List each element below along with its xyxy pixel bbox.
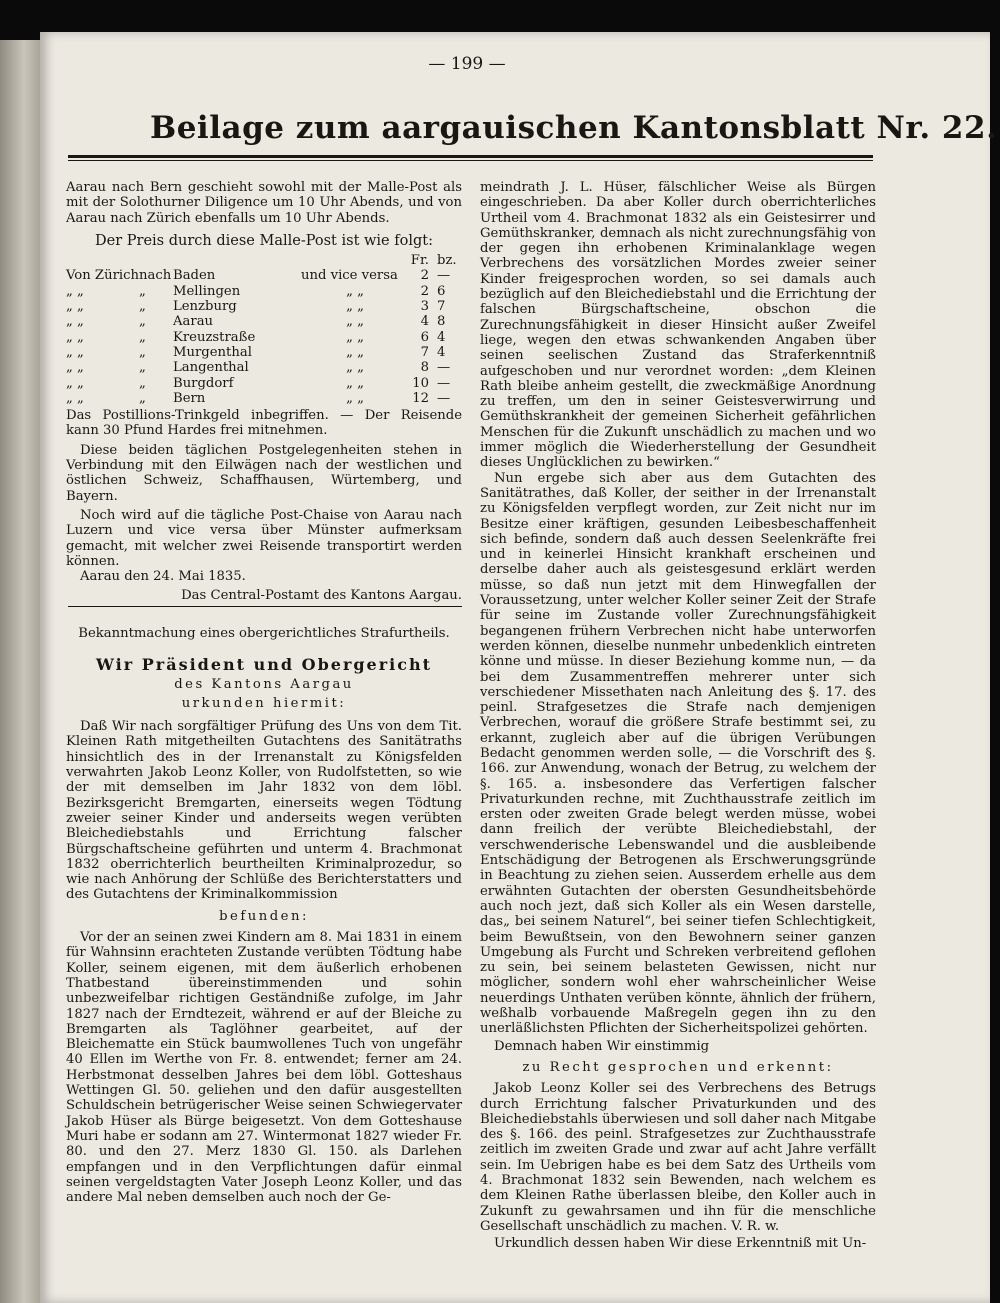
price-row: Von Zürich nach Baden und vice versa 2 — [66,268,451,284]
left-column [66,180,462,604]
price-row: „ „ „ Murgenthal „ „ 7 4 [66,344,446,360]
price-row: „ „ „ Mellingen „ „ 2 6 [66,283,446,299]
verdict-announcement: Bekanntmachung eines obergerichtliches Strafurtheils. [78,626,450,641]
price-heading: Der Preis durch diese Malle-Post ist wie folgt: [95,232,433,249]
befunden-heading: befunden: [219,908,309,924]
verdict-canton: des Kantons Aargau [174,676,354,692]
connections-paragraph: Diese beiden täglichen Postgelegenheiten stehen in Verbindung mit den Eilwägen nach der westlichen und östlichen Schweiz, Schaffhausen, Würtemberg, und Bayern. [66,442,462,504]
demnach-line: Demnach haben Wir einstimmig [494,1038,710,1054]
previous-page-edge [0,40,40,1303]
continuation-paragraph: meindrath J. L. Hüser, fälschlicher Weise als Bürgen eingeschrieben. Da aber Koller durch oberrichterliches Urtheil vom 4. Brachmonat 1832 als ein Geistesirrer und Gemüthskranker, demnach als nicht zurechnungsfähig von der gegen ihn erhobenen Kriminalanklage wegen Verbrechens des vorsätzlichen Mordes zweier seiner Kinder freigesprochen worden, so sei damals auch bezüglich auf den Bleichediebstahl und die Errichtung der falschen Bürgschaftscheine, obschon die Zurechnungsfähigkeit in dieser Hinsicht außer Zweifel liege, wegen den etwas schwankenden Angaben über seinen seelischen Zustand das Straferkenntniß aufgeschoben und nur verordnet worden: „dem Kleinen Rath bleibe anheim gestellt, die zweckmäßige Anordnung zu treffen, um den in seiner Geistesverwirrung und Gemüthskrankheit der gemeinen Sicherheit gefährlichen Menschen für die Zukunft unschädlich zu machen und wo immer möglich die Wiederherstellung der Gesundheit dieses Unglücklichen zu bewirken.“ [480,180,876,471]
sentence-paragraph: Jakob Leonz Koller sei des Verbrechens des Betrugs durch Errichtung falscher Privaturkunden und des Bleichediebstahls überwiesen und soll daher nach Mitgabe des §. 166. des peinl. Strafgesetzes zur Zuchthausstrafe zeitlich im zweiten Grade und zwar auf acht Jahre verfällt sein. Im Uebrigen habe es bei dem Satz des Urtheils vom 4. Brachmonat 1832 sein Bewenden, nach welchem es dem Kleinen Rathe überlassen bleibe, den Koller auch in Zukunft zu gewahrsamen und ihn für die menschliche Gesellschaft unschädlich zu machen. V. R. w. [480,1081,876,1234]
section-divider [68,606,462,607]
page-title: Beilage zum aargauischen Kantonsblatt Nr. 22. [150,110,998,146]
notice-signature: Das Central-Postamt des Kantons Aargau. [181,588,462,604]
price-row: „ „ „ Burgdorf „ „ 10 — [66,375,451,391]
price-row: „ „ „ Langenthal „ „ 8 — [66,360,451,376]
header-bz: bz. [437,253,457,269]
price-row: „ „ „ Kreuzstraße „ „ 6 4 [66,329,446,345]
recht-heading: zu Recht gesprochen und erkennt: [522,1059,834,1075]
verdict-heading: Wir Präsident und Obergericht [95,655,433,675]
price-row: „ „ „ Bern „ „ 12 — [66,390,451,406]
notice-date: Aarau den 24. Mai 1835. [80,569,246,585]
price-table [66,253,457,406]
sanitaetsrat-paragraph: Nun ergebe sich aber aus dem Gutachten des Sanitätrathes, daß Koller, der seither in der Irrenanstalt zu Königsfelden verpflegt worden, zur Zeit nicht nur im Besitze einer kräftigen, gesunden Leibesbeschaffenheit sich befinde, sondern daß auch dessen Seelenkräfte frei und in keinerlei Hinsicht krankhaft erscheinen und derselbe daher auch als geistesgesund erklärt werden müsse, so daß nun jetzt mit dem Hinwegfallen der Voraussetzung, unter welcher Koller seiner Zeit der Strafe für seine im Zustande voller Zurechnungsfähigkeit begangenen frühern Verbrechen nicht habe unterworfen werden können, dieselbe nunmehr unbedenklich eintreten könne und müsse. In dieser Beziehung komme nun, — da bei dem Zusammentreffen mehrerer unter sich verschiedener Missethaten nach Anleitung des §. 17. des peinl. Strafgesetzes die Strafe nach demjenigen Verbrechen, worauf die größere Strafe bestimmt sei, zu erkannt, zugleich aber auf die übrigen Verübungen Bedacht genommen werden solle, — die Vorschrift des §. 166. zur Anwendung, wonach der Betrug, zu welchem der §. 165. a. insbesondere das Verfertigen falscher Privaturkunden rechne, mit Zuchthausstrafe zeitlich im ersten oder zweiten Grade belegt werden müsse, wobei dann freilich der verübte Bleichediebstahl, der verschwenderische Lebenswandel und die ausbleibende Entschädigung der Betrogenen als Erschwerungsgründe in Beachtung zu ziehen seien. Ausserdem erhelle aus dem erwähnten Gutachten der obersten Gesundheitsbehörde auch noch jezt, daß sich Koller als ein Wesen darstelle, das„ bei seinem Naturel“, bei seiner tiefen Schlechtigkeit, beim Bewußtsein, von den Bewohnern seiner ganzen Umgebung als Furcht und Schreken verbreitend geflohen zu sein, bei seinem belasteten Gewissen, nicht nur möglicher, sondern wohl eher wahrscheinlicher Weise neuerdings Unthaten verüben könnte, ähnlich der frühern, weßhalb vorbauende Maßregeln gegen ihn zu den unerläßlichsten Pflichten der Sicherheitspolizei gehörten. [480,470,876,1037]
title-rule-thick [68,155,873,158]
title-rule-thin [68,160,873,161]
chaise-paragraph: Noch wird auf die tägliche Post-Chaise von Aarau nach Luzern und vice versa über Münster aufmerksam gemacht, mit welcher zwei Reisende transportirt werden können. [66,507,462,569]
page-number: — 199 — [428,54,506,74]
findings-paragraph: Vor der an seinen zwei Kindern am 8. Mai 1831 in einem für Wahnsinn erachteten Zustande verübten Tödtung habe Koller, seinem eigenen, mit dem äußerlich erhobenen Thatbestand übereinstimmenden und sohin unbezweifelbar richtigen Geständniße zufolge, im Jahr 1827 nach der Erndtezeit, während er auf der Bleiche zu Bremgarten als Taglöhner gearbeitet, auf der Bleichematte ein Stück baumwollenes Tuch von ungefähr 40 Ellen im Werthe von Fr. 8. entwendet; ferner am 24. Herbstmonat desselben Jahres bei dem löbl. Gotteshaus Wettingen Gl. 50. geliehen und den dafür ausgestellten Schuldschein betrügerischer Weise seinen Schwiegervater Jakob Hüser als Bürge beigesetzt. Von dem Gotteshause Muri habe er sodann am 27. Wintermonat 1827 wieder Fr. 80. und den 27. Merz 1830 Gl. 150. als Darlehen empfangen und in den Verpflichtungen dafür einmal seinen vergeldstagten Vater Joseph Leonz Koller, und das andere Mal neben demselben auch noch der Ge- [66,930,462,1206]
trinkgeld-note: Das Postillions-Trinkgeld inbegriffen. — Der Reisende kann 30 Pfund Hardes frei mitnehmen. [66,408,462,439]
price-row: „ „ „ Aarau „ „ 4 8 [66,314,446,330]
verdict-preamble: Daß Wir nach sorgfältiger Prüfung des Uns von dem Tit. Kleinen Rath mitgetheilten Gutachtens des Sanitätraths hinsichtlich des in der Irrenanstalt zu Königsfelden verwahrten Jakob Leonz Koller, von Rudolfstetten, so wie der mit demselben im Jahr 1832 von dem löbl. Bezirksgericht Bremgarten, einerseits wegen Tödtung zweier seiner Kinder und anderseits wegen verübten Bleichediebstahls und Errichtung falscher Bürgschaftscheine geführten und unterm 4. Brachmonat 1832 oberrichterlich beurtheilten Kriminalprozedur, so wie nach Anhörung der Schlüße des Berichterstatters und des Gutachtens der Kriminalkommission [66,719,462,903]
price-row: „ „ „ Lenzburg „ „ 3 7 [66,299,446,315]
left-column-verdict [66,626,462,1205]
price-table-header [66,253,457,268]
right-column [480,180,876,1251]
header-fr: Fr. [410,253,429,269]
verdict-urkunden: urkunden hiermit: [181,695,347,711]
intro-paragraph: Aarau nach Bern geschieht sowohl mit der Malle-Post als mit der Solothurner Diligence um 10 Uhr Abends, und von Aarau nach Zürich ebenfalls um 10 Uhr Abends. [66,180,462,226]
closing-line: Urkundlich dessen haben Wir diese Erkenntniß mit Un- [494,1236,867,1252]
